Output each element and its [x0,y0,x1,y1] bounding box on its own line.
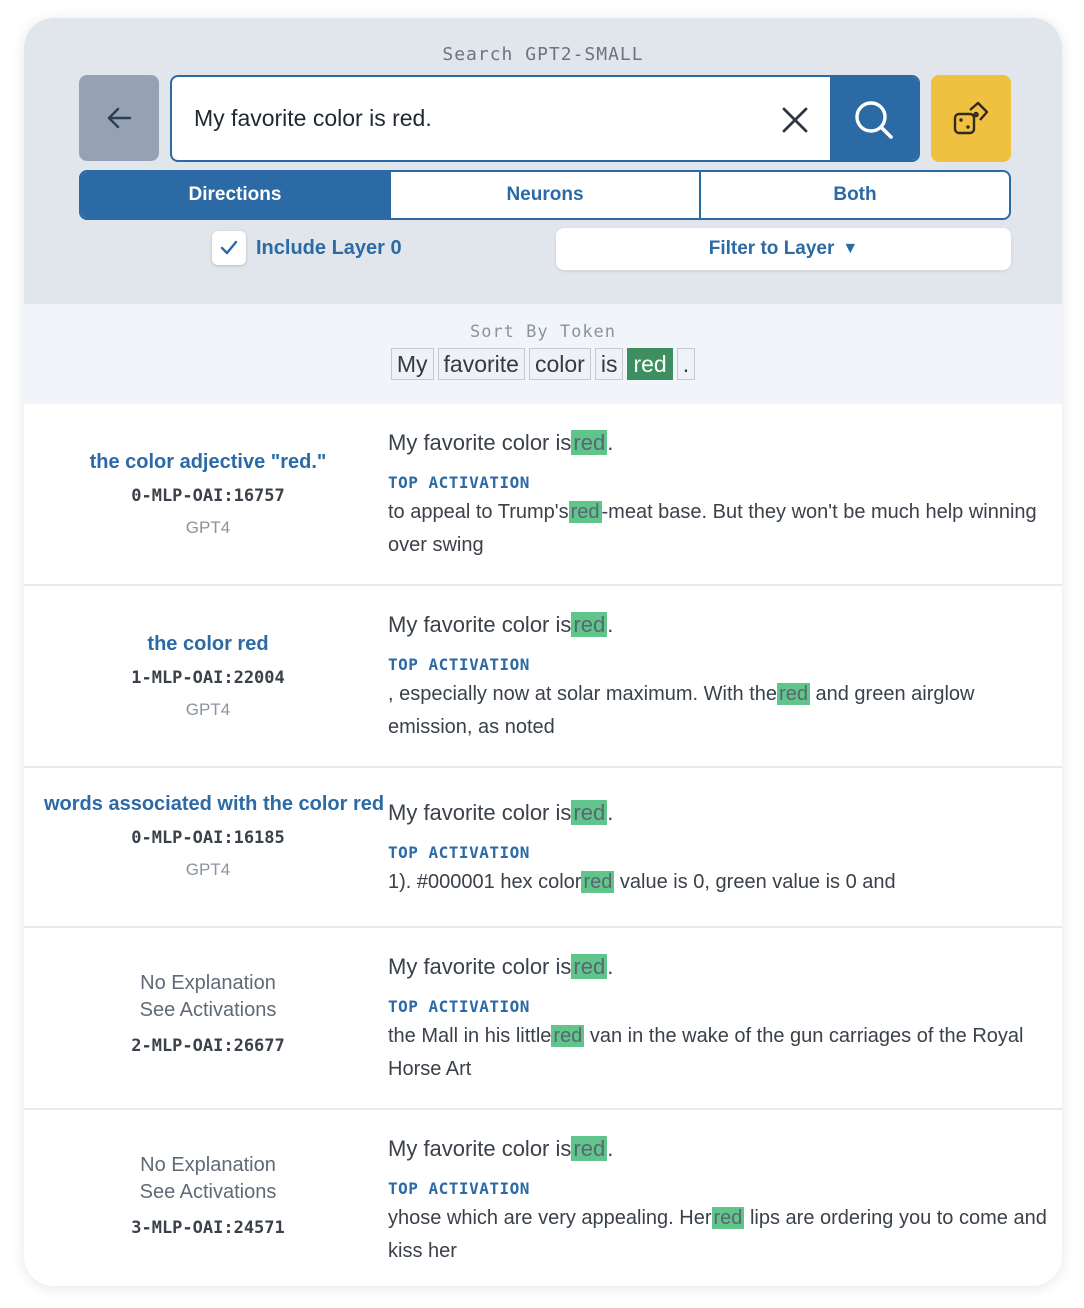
explanation-model: GPT4 [185,518,231,537]
search-button[interactable] [830,77,918,162]
result-row[interactable] [24,768,1062,928]
activation-pre: to appeal to Trump's [388,501,569,523]
token-list [24,348,1062,380]
explanation-model: GPT4 [185,700,231,719]
see-activations-link[interactable]: See Activations [139,1181,277,1203]
activation-pre: the Mall in his little [388,1025,552,1047]
include-layer0-toggle[interactable] [212,230,402,266]
prompt-pre: My favorite color is [388,954,572,979]
tab-neurons[interactable]: Neurons [391,172,701,218]
activation-highlight: red [583,871,613,893]
token-my[interactable]: My [391,348,434,380]
search-panel [24,18,1062,304]
feature-id: 2-MLP-OAI:26677 [131,1036,285,1056]
top-activation-text [388,866,1053,899]
result-row[interactable] [24,1110,1062,1286]
activation-pre: 1). #000001 hex color [388,871,582,893]
caret-down-icon: ▼ [842,240,859,257]
search-input[interactable] [194,105,754,132]
activation-pre: , especially now at solar maximum. With the [388,683,778,705]
result-meta [24,450,392,538]
token-color[interactable]: color [529,348,591,380]
prompt-post: . [607,954,614,979]
top-activation-label: TOP ACTIVATION [388,843,530,862]
prompt-post: . [607,1136,614,1161]
sort-label: Sort By Token [469,322,617,342]
prompt-highlight: red [573,800,606,825]
result-activations [388,952,1053,1086]
top-activation-text [388,1202,1053,1268]
prompt-pre: My favorite color is [388,430,572,455]
prompt-text [388,798,1053,828]
prompt-highlight: red [573,1136,606,1161]
include-layer0-label: Include Layer 0 [256,236,402,259]
prompt-post: . [607,430,614,455]
no-explanation-text: No Explanation [140,1154,276,1176]
prompt-pre: My favorite color is [388,1136,572,1161]
top-activation-text [388,496,1053,562]
activation-highlight: red [779,683,808,705]
see-activations-link[interactable]: See Activations [139,999,277,1021]
tab-directions[interactable]: Directions [81,172,391,218]
back-button[interactable] [79,75,159,161]
arrow-left-icon [104,103,134,133]
result-row[interactable] [24,928,1062,1110]
filter-layer-label: Filter to Layer [708,238,835,259]
token-period[interactable]: . [677,348,695,380]
prompt-text [388,1134,1053,1164]
activation-post: and green airglow emission, as noted [388,683,975,738]
token-red-selected[interactable]: red [627,348,672,380]
result-row[interactable] [24,404,1062,586]
explanation-link[interactable]: the color red [147,633,269,655]
prompt-highlight: red [573,612,606,637]
token-is[interactable]: is [595,348,624,380]
token-favorite[interactable]: favorite [438,348,525,380]
activation-post: value is 0, green value is 0 and [614,871,896,893]
sort-by-token-panel [24,304,1062,404]
top-activation-label: TOP ACTIVATION [388,1179,530,1198]
close-icon [780,105,810,135]
activation-highlight: red [553,1025,583,1047]
top-activation-label: TOP ACTIVATION [388,997,530,1016]
explanation-link[interactable]: words associated with the color red [44,793,385,815]
result-meta [24,792,392,880]
top-activation-text [388,678,1053,744]
feature-id: 0-MLP-OAI:16757 [131,486,285,506]
feature-id: 1-MLP-OAI:22004 [131,668,285,688]
activation-pre: yhose which are very appealing. Her [388,1207,712,1229]
feature-id: 0-MLP-OAI:16185 [131,828,285,848]
search-card [24,18,1062,1286]
clear-button[interactable] [772,97,818,143]
prompt-post: . [607,612,614,637]
filter-layer-dropdown[interactable] [556,228,1011,270]
top-activation-text [388,1020,1053,1086]
result-meta [24,632,392,720]
view-mode-tabs [79,170,1011,220]
prompt-post: . [607,800,614,825]
prompt-pre: My favorite color is [388,612,572,637]
prompt-highlight: red [573,954,606,979]
include-layer0-checkbox[interactable] [212,231,246,265]
result-activations [388,1134,1053,1268]
feature-id: 3-MLP-OAI:24571 [131,1218,285,1238]
result-activations [388,798,1053,899]
activation-post: van in the wake of the gun carriages of the Royal Horse Art [388,1025,1024,1080]
search-icon [853,99,895,141]
activation-post: -meat base. But they won't be much help winning over swing [388,501,1037,556]
result-meta [24,970,392,1056]
explanation-model: GPT4 [185,860,231,879]
result-row[interactable] [24,586,1062,768]
no-explanation-text: No Explanation [140,972,276,994]
dice-icon [951,99,991,139]
top-activation-label: TOP ACTIVATION [388,655,530,674]
search-label: Search GPT2-SMALL [442,44,644,65]
prompt-highlight: red [573,430,606,455]
prompt-text [388,610,1053,640]
tab-both[interactable]: Both [833,184,877,205]
activation-highlight: red [570,501,600,523]
result-activations [388,428,1053,562]
result-activations [388,610,1053,744]
checkmark-icon [219,238,239,258]
prompt-text [388,952,1053,982]
prompt-pre: My favorite color is [388,800,572,825]
search-box [170,75,920,162]
result-meta [24,1152,392,1238]
activation-post: lips are ordering you to come and kiss her [388,1207,1047,1262]
top-activation-label: TOP ACTIVATION [388,473,530,492]
random-dice-button[interactable] [931,75,1011,162]
activation-highlight: red [713,1207,743,1229]
prompt-text [388,428,1053,458]
explanation-link[interactable]: the color adjective "red." [89,451,327,473]
